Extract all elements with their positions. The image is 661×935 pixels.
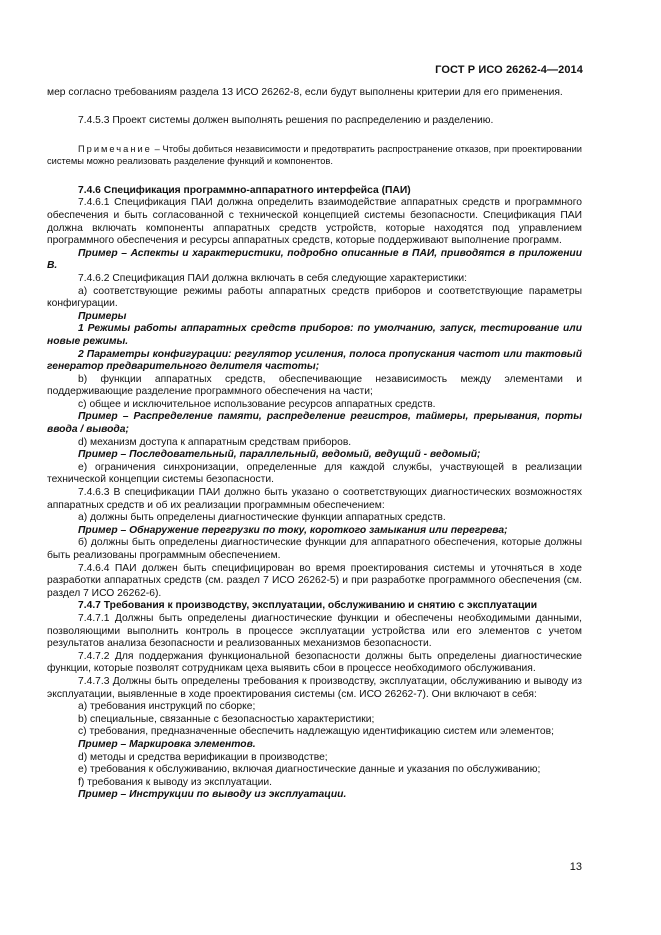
example: 1 Режимы работы аппаратных средств приборов: по умолчанию, запуск, тестирование или новые режимы. [47, 323, 582, 347]
list-item: e) требования к обслуживанию, включая диагностические данные и указания по обслуживанию; [78, 764, 541, 776]
note-label: Примечание [78, 144, 152, 155]
list-item: б) должны быть определены диагностические функции для аппаратного обеспечения, которые должны быть реализованы программным обеспечением. [47, 537, 582, 561]
list-item: b) функции аппаратных средств, обеспечивающие независимость между элементами и поддерживающие разделение программного обеспечения на части; [47, 373, 582, 398]
list-item: c) общее и исключительное использование ресурсов аппаратных средств. [78, 398, 436, 410]
paragraph: 7.4.7.2 Для поддержания функциональной безопасности должны быть определены диагностические функции, которые позволят сотрудникам цеха выявить сбои в процессе необходимого обслуживания. [47, 650, 582, 675]
example: Пример – Маркировка элементов. [78, 738, 256, 750]
example: Пример – Инструкции по выводу из эксплуатации. [78, 789, 347, 801]
page-number: 13 [569, 861, 582, 873]
list-item: d) механизм доступа к аппаратным средствам приборов. [78, 436, 352, 448]
paragraph: 7.4.6.4 ПАИ должен быть специфицирован во время проектирования системы и уточняться в ходе разработки аппаратных средств (см. раздел 7 ИСО 26262-5) и при разработке программного обеспечения (см. раздел 7 ИСО 26262-6). [47, 562, 582, 599]
example: 2 Параметры конфигурации: регулятор усиления, полоса пропускания частот или тактовый генератор предварительного делителя частоты; [47, 348, 582, 373]
paragraph: 7.4.6.1 Спецификация ПАИ должна определить взаимодействие аппаратных средств и программного обеспечения и быть согласованной с технической концепцией системы безопасности. Спецификация ПАИ должна включать компоненты аппаратных средств устройств, которые находятся под управлением программного обеспечения и ресурсы аппаратных средств, которые поддерживают выполнение программ. [47, 197, 582, 247]
section-heading: 7.4.7 Требования к производству, эксплуатации, обслуживанию и снятию с эксплуатации [78, 600, 538, 612]
document-body [47, 87, 582, 802]
paragraph: 7.4.7.3 Должны быть определены требования к производству, эксплуатации, обслуживанию и выводу из эксплуатации, выявленные в ходе проектирования системы (см. ИСО 26262-7). Они включают в себя: [47, 675, 582, 700]
list-item: d) методы и средства верификации в производстве; [78, 751, 328, 763]
list-item: a) требования инструкций по сборке; [78, 701, 256, 713]
page-header: ГОСТ Р ИСО 26262-4—2014 [435, 64, 583, 76]
note-text: – Чтобы добиться независимости и предотвратить распространение отказов, при проектировании системы можно реализовать разделение функций и компонентов. [47, 144, 582, 166]
example: Пример – Аспекты и характеристики, подробно описанные в ПАИ, приводятся в приложении В. [47, 247, 582, 272]
list-item: а) должны быть определены диагностические функции аппаратных средств. [78, 512, 446, 524]
list-item: f) требования к выводу из эксплуатации. [78, 776, 272, 788]
list-item: b) специальные, связанные с безопасностью характеристики; [78, 713, 375, 725]
list-item: c) требования, предназначенные обеспечить надлежащую идентификацию систем или элементов; [78, 726, 554, 738]
example: Пример – Последовательный, параллельный, ведомый, ведущий - ведомый; [78, 449, 481, 461]
paragraph: 7.4.6.3 В спецификации ПАИ должно быть указано о соответствующих диагностических возможностях аппаратных средств и об их реализации программным обеспечением: [47, 487, 582, 511]
section-heading: 7.4.6 Спецификация программно-аппаратного интерфейса (ПАИ) [78, 184, 411, 196]
paragraph: мер согласно требованиям раздела 13 ИСО 26262-8, если будут выполнены критерии для его применения. [47, 87, 563, 98]
list-item: e) ограничения синхронизации, определенные для каждой службы, участвующей в реализации технической концепции системы безопасности. [47, 461, 582, 486]
note [47, 144, 582, 168]
paragraph: 7.4.7.1 Должны быть определены диагностические функции и обеспечены необходимыми данными, позволяющими выполнить контроль в процессе эксплуатации устройства или его элементов с учетом результатов анализа безопасности и реализованных механизмов безопасности. [47, 612, 582, 650]
paragraph: 7.4.6.2 Спецификация ПАИ должна включать в себя следующие характеристики: [78, 272, 468, 284]
example: Пример – Обнаружение перегрузки по току, короткого замыкания или перегрева; [78, 524, 508, 536]
paragraph: 7.4.5.3 Проект системы должен выполнять решения по распределению и разделению. [78, 114, 494, 126]
examples-heading: Примеры [78, 310, 127, 322]
list-item: a) соответствующие режимы работы аппаратных средств приборов и соответствующие параметры конфигурации. [47, 285, 582, 310]
example: Пример – Распределение памяти, распределение регистров, таймеры, прерывания, порты ввода / вывода; [47, 411, 582, 436]
